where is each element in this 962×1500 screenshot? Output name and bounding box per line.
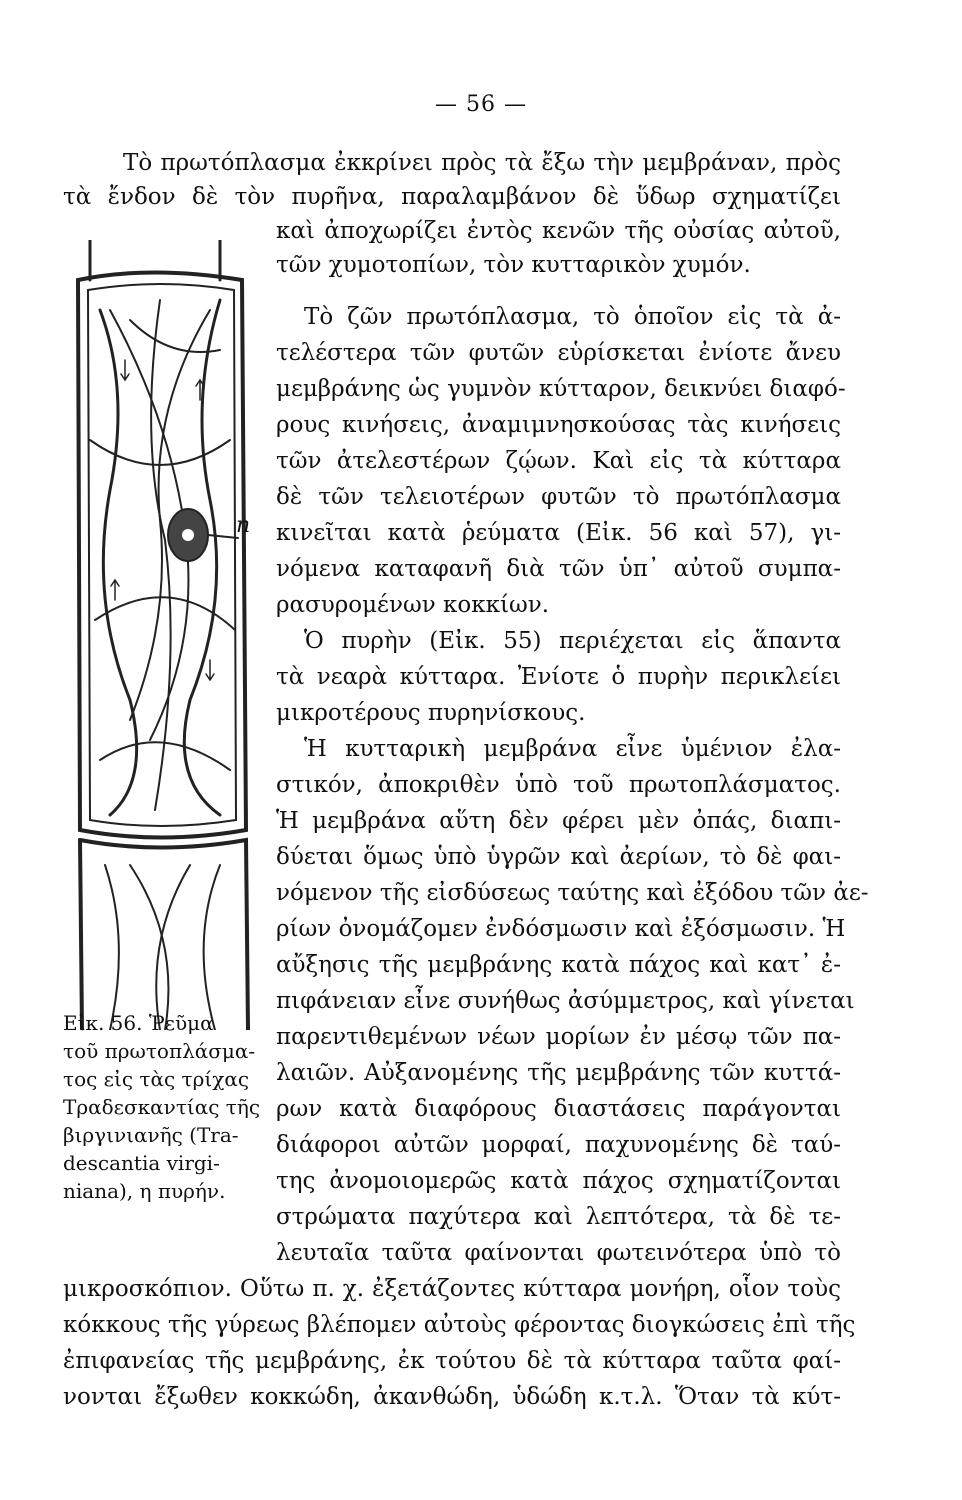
body-text-line: Τὸ πρωτόπλασμα ἐκκρίνει πρὸς τὰ ἔξω τὴν μεμβράναν, πρὸς <box>123 150 841 176</box>
body-text-line: Ἡ κυτταρικὴ μεμβράνα εἶνε ὑμένιον ἐλα- <box>304 736 841 762</box>
body-text-line: ρίων ὀνομάζομεν ἐνδόσμωσιν καὶ ἐξόσμωσιν. Ἡ <box>276 916 846 942</box>
body-text-line: Τὸ ζῶν πρωτόπλασμα, τὸ ὁποῖον εἰς τὰ ἀ- <box>304 304 841 330</box>
body-text-line: νόμενον τῆς εἰσδύσεως ταύτης καὶ ἐξόδου τῶν ἀε- <box>276 880 869 906</box>
body-text-line: καὶ ἀποχωρίζει ἐντὸς κενῶν τῆς οὐσίας αὐτοῦ, <box>276 218 841 244</box>
nucleus-pointer <box>208 535 238 538</box>
figure-caption-line: βιργινιανῆς (Tra- <box>63 1123 239 1147</box>
body-text-line: της ἀνομοιομερῶς κατὰ πάχος σχηματίζονται <box>276 1168 841 1194</box>
figure-caption-line: τοῦ πρωτοπλάσμα- <box>63 1039 256 1063</box>
body-text-line: διάφοροι αὐτῶν μορφαί, παχυνομένης δὲ ταύ- <box>276 1132 841 1158</box>
figure-label-n: n <box>236 513 251 538</box>
body-text-line: μεμβράνης ὡς γυμνὸν κύτταρον, δεικνύει διαφό- <box>276 376 846 402</box>
body-text-line: δύεται ὅμως ὑπὸ ὑγρῶν καὶ ἀερίων, τὸ δὲ φαι- <box>276 844 841 870</box>
body-text-line: Ἡ μεμβράνα αὕτη δὲν φέρει μὲν ὀπάς, διαπι- <box>276 808 841 834</box>
body-text-line: ρων κατὰ διαφόρους διαστάσεις παράγονται <box>276 1096 841 1122</box>
body-text-line: τὰ ἔνδον δὲ τὸν πυρῆνα, παραλαμβάνον δὲ ὕδωρ σχηματίζει <box>63 184 841 210</box>
body-text-line: τῶν ἀτελεστέρων ζῴων. Καὶ εἰς τὰ κύτταρα <box>276 448 841 474</box>
figure-caption-line: Εἰκ. 56. Ῥεῦμα <box>63 1011 214 1035</box>
body-text-line: λαιῶν. Αὐξανομένης τῆς μεμβράνης τῶν κυττά- <box>276 1060 841 1086</box>
body-text-line: κόκκους τῆς γύρεως βλέπομεν αὐτοὺς φέροντας διογκώσεις ἐπὶ τῆς <box>63 1312 856 1338</box>
body-text-line: κινεῖται κατὰ ῥεύματα (Εἰκ. 56 καὶ 57), γι- <box>276 520 841 546</box>
figure-caption-line: τος εἰς τὰς τρίχας <box>63 1067 250 1091</box>
body-text-line: νονται ἔξωθεν κοκκώδη, ἀκανθώδη, ὑδώδη κ.τ.λ. Ὅταν τὰ κύτ- <box>63 1384 841 1410</box>
figure-caption-line: niana), η πυρήν. <box>63 1179 226 1203</box>
figure-caption-line: descantia virgi- <box>63 1151 220 1175</box>
body-text-line: Ὁ πυρὴν (Εἰκ. 55) περιέχεται εἰς ἅπαντα <box>304 628 841 654</box>
body-text-line: στρώματα παχύτερα καὶ λεπτότερα, τὰ δὲ τε- <box>276 1204 841 1230</box>
body-text-line: δὲ τῶν τελειοτέρων φυτῶν τὸ πρωτόπλασμα <box>276 484 841 510</box>
body-text-line: παρεντιθεμένων νέων μορίων ἐν μέσῳ τῶν πα- <box>276 1024 841 1050</box>
body-text-line: μικροτέρους πυρηνίσκους. <box>276 700 586 726</box>
body-text-line: στικόν, ἀποκριθὲν ὑπὸ τοῦ πρωτοπλάσματος. <box>276 772 841 798</box>
body-text-line: αὔξησις τῆς μεμβράνης κατὰ πάχος καὶ κατ᾽ ἐ- <box>276 952 841 978</box>
body-text-line: τελέστερα τῶν φυτῶν εὑρίσκεται ἐνίοτε ἄνευ <box>276 340 841 366</box>
body-text-line: τῶν χυμοτοπίων, τὸν κυτταρικὸν χυμόν. <box>276 252 751 278</box>
figure-caption-line: Τραδεσκαντίας τῆς <box>63 1095 261 1119</box>
body-text-line: λευταῖα ταῦτα φαίνονται φωτεινότερα ὑπὸ τὸ <box>276 1240 841 1266</box>
figure-cell-illustration <box>70 240 270 1030</box>
body-text-line: ρους κινήσεις, ἀναμιμνησκούσας τὰς κινήσεις <box>276 412 841 438</box>
body-text-line: ἐπιφανείας τῆς μεμβράνης, ἐκ τούτου δὲ τὰ κύτταρα ταῦτα φαί- <box>63 1348 841 1374</box>
body-text-line: ρασυρομένων κοκκίων. <box>276 592 550 618</box>
body-text-line: τὰ νεαρὰ κύτταρα. Ἐνίοτε ὁ πυρὴν περικλείει <box>276 664 841 690</box>
body-text-line: νόμενα καταφανῆ διὰ τῶν ὑπ᾽ αὐτοῦ συμπα- <box>276 556 841 582</box>
body-text-line: μικροσκόπιον. Οὕτω π. χ. ἐξετάζοντες κύτταρα μονήρη, οἷον τοὺς <box>63 1276 841 1302</box>
page-number: — 56 — <box>435 92 527 117</box>
body-text-line: πιφάνειαν εἶνε συνήθως ἀσύμμετρος, καὶ γίνεται <box>276 988 855 1014</box>
